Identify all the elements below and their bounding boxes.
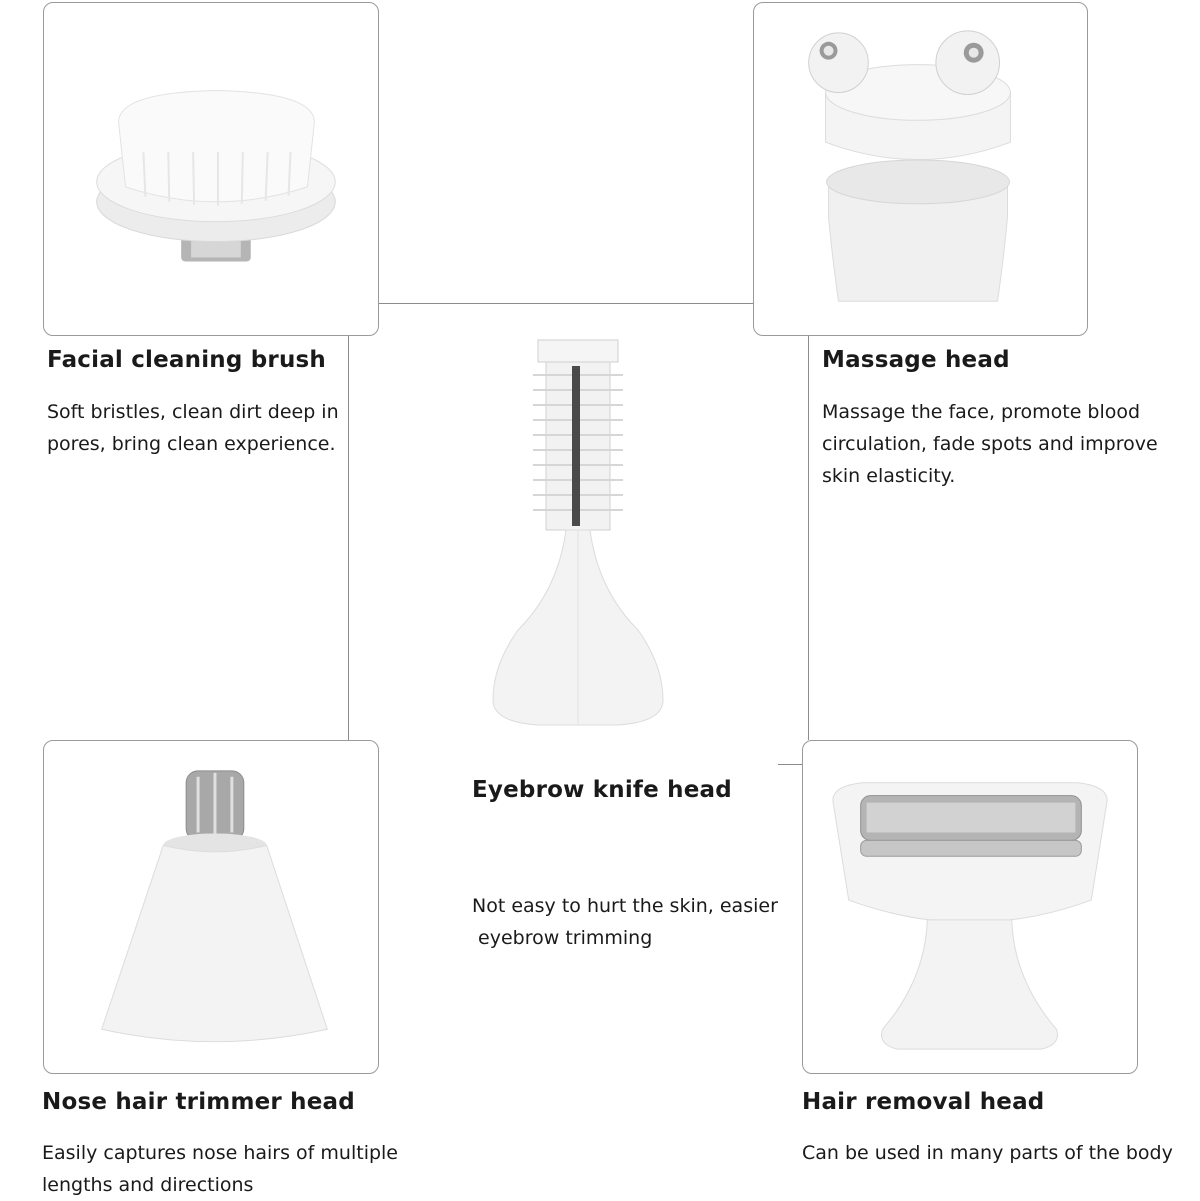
massage-image-frame [753,2,1088,336]
hair-removal-description: Can be used in many parts of the body [802,1142,1173,1164]
brush-description: Soft bristles, clean dirt deep in pores, bring clean experience. [47,401,339,455]
massage-description: Massage the face, promote blood circulation, fade spots and improve skin elasticity. [822,401,1158,487]
hair-removal-title: Hair removal head [802,1089,1045,1115]
nose-title: Nose hair trimmer head [42,1089,355,1115]
brush-image-frame [43,2,379,336]
massage-title: Massage head [822,347,1010,373]
brush-head-illustration [44,3,378,335]
nose-description: Easily captures nose hairs of multiple lengths and directions [42,1142,398,1196]
hair-removal-illustration [803,741,1137,1073]
brush-title: Facial cleaning brush [47,347,326,373]
connector-top [378,303,754,304]
hair-removal-image-frame [802,740,1138,1074]
nose-trimmer-illustration [44,741,378,1073]
massage-head-illustration [754,3,1087,335]
eyebrow-knife-illustration [378,330,778,740]
nose-image-frame [43,740,379,1074]
connector-right [808,336,809,740]
eyebrow-title: Eyebrow knife head [472,777,732,803]
connector-left [348,336,349,764]
eyebrow-description: Not easy to hurt the skin, easier eyebrow trimming [472,895,778,949]
eyebrow-image [378,330,778,740]
